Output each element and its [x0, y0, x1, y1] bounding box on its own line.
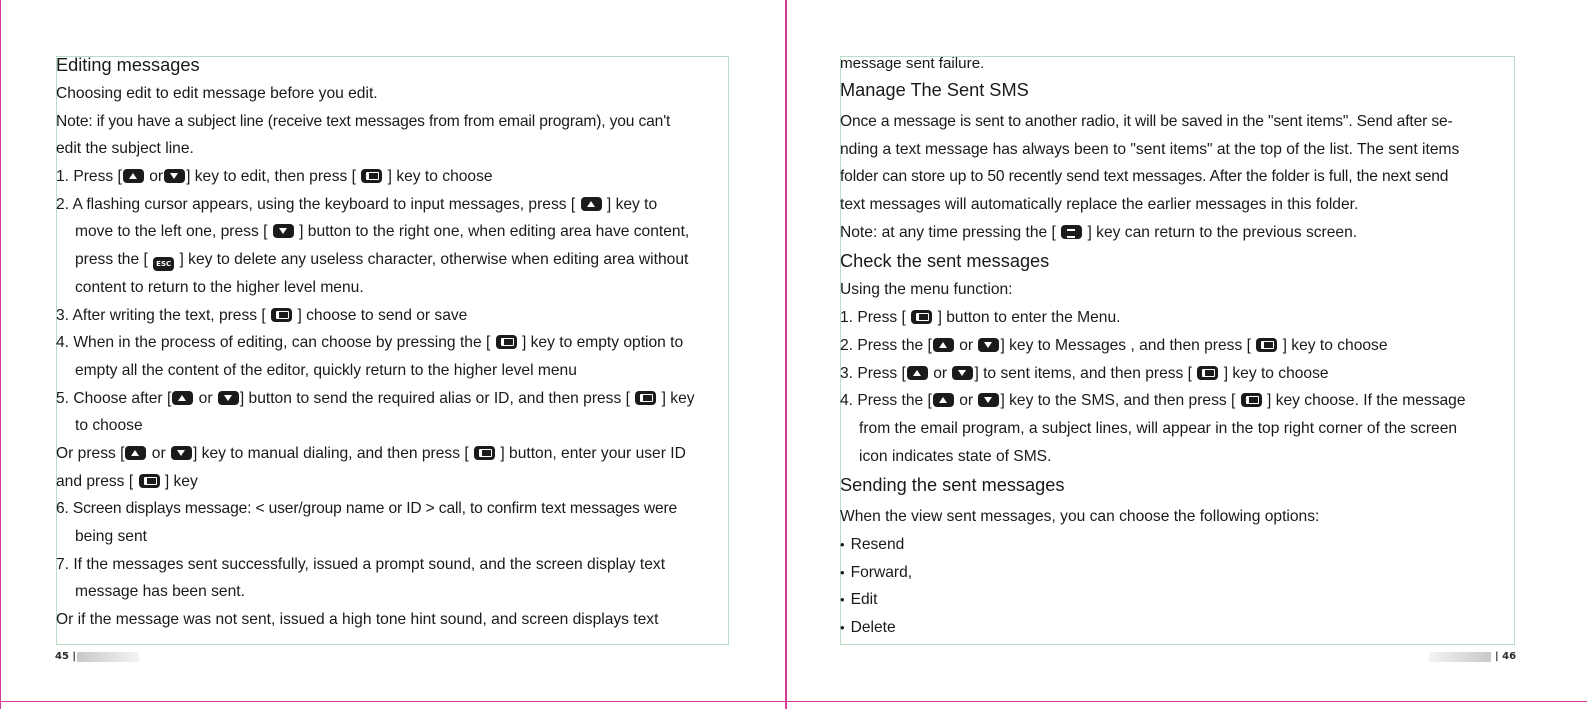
- up-arrow-key-icon: [172, 391, 193, 405]
- or-line-3: Or if the message was not sent, issued a high tone hint sound, and screen displays text: [56, 611, 659, 629]
- menu-ok-key-icon: [635, 391, 656, 405]
- section-title: Sending the sent messages: [840, 475, 1065, 496]
- down-arrow-key-icon: [164, 169, 185, 183]
- up-arrow-key-icon: [933, 338, 954, 352]
- step-4-line-2: empty all the content of the editor, quickly return to the higher level menu: [75, 361, 577, 379]
- or-line-2: and press [ ] key: [56, 472, 198, 490]
- down-arrow-key-icon: [273, 224, 294, 238]
- note-line: Note: at any time pressing the [ ] key can return to the previous screen.: [840, 223, 1358, 241]
- folio-bar-left: [77, 652, 139, 662]
- check-step-4-line-3: icon indicates state of SMS.: [859, 447, 1052, 465]
- up-arrow-key-icon: [125, 446, 146, 460]
- check-step-4-line-1: 4. Press the [ or ] key to the SMS, and then press [ ] key choose. If the message: [840, 392, 1466, 410]
- paragraph-line: Note: if you have a subject line (receive text messages from from email program), you can't: [56, 112, 671, 130]
- esc-key-icon: ESC: [153, 257, 174, 271]
- menu-ok-key-icon: [271, 308, 292, 322]
- page-45: [56, 50, 695, 634]
- menu-ok-key-icon: [911, 310, 932, 324]
- menu-ok-key-icon: [361, 169, 382, 183]
- step-6-line-2: being sent: [75, 528, 147, 545]
- paragraph-line: text messages will automatically replace the earlier messages in this folder.: [840, 196, 1359, 214]
- menu-ok-key-icon: [1241, 393, 1262, 407]
- step-5-line-1: 5. Choose after [ or ] button to send the required alias or ID, and then press [ ] key: [56, 389, 695, 407]
- trim-mark-bottom: [0, 701, 1587, 702]
- up-arrow-key-icon: [907, 366, 928, 380]
- option-item: • Delete: [840, 614, 1466, 642]
- paragraph-line: Choosing edit to edit message before you edit.: [56, 85, 378, 102]
- step-6-line-1: 6. Screen displays message: < user/group name or ID > call, to confirm text messages were: [56, 500, 678, 518]
- up-arrow-key-icon: [123, 169, 144, 183]
- step-2-line-1: 2. A flashing cursor appears, using the keyboard to input messages, press [ ] key to: [56, 195, 658, 213]
- step-7-line-2: message has been sent.: [75, 583, 245, 601]
- step-2-line-3: press the [ ESC ] key to delete any useless character, otherwise when editing area without: [56, 246, 695, 274]
- menu-ok-key-icon: [1197, 366, 1218, 380]
- option-item: • Edit: [840, 586, 1466, 614]
- section-title: Check the sent messages: [840, 251, 1050, 272]
- back-key-icon: [1061, 225, 1082, 239]
- paragraph-line: folder can store up to 50 recently send text messages. After the folder is full, the next send: [840, 168, 1449, 186]
- down-arrow-key-icon: [218, 391, 239, 405]
- option-item: • Forward,: [840, 559, 1466, 587]
- page-number-left: 45 |: [55, 651, 77, 662]
- down-arrow-key-icon: [978, 393, 999, 407]
- continued-line: message sent failure.: [840, 55, 985, 72]
- up-arrow-key-icon: [581, 197, 602, 211]
- check-step-3: 3. Press [ or ] to sent items, and then press [ ] key to choose: [840, 364, 1329, 382]
- step-2-line-2: move to the left one, press [ ] button to the right one, when editing area have content,: [75, 223, 690, 241]
- paragraph-line: Using the menu function:: [840, 281, 1013, 299]
- paragraph-line: nding a text message has always been to "sent items" at the top of the list. The sent items: [840, 140, 1460, 158]
- check-step-1: 1. Press [ ] button to enter the Menu.: [840, 309, 1121, 327]
- up-arrow-key-icon: [933, 393, 954, 407]
- down-arrow-key-icon: [171, 446, 192, 460]
- step-1: 1. Press [ or ] key to edit, then press [ ] key to choose: [56, 168, 493, 186]
- menu-ok-key-icon: [1256, 338, 1277, 352]
- page-number-right: | 46: [1495, 651, 1517, 662]
- check-step-4-line-2: from the email program, a subject lines, will appear in the top right corner of the screen: [859, 419, 1458, 437]
- page-46: [840, 50, 1466, 642]
- paragraph-line: When the view sent messages, you can choose the following options:: [840, 508, 1320, 526]
- paragraph-line: Once a message is sent to another radio, it will be saved in the "sent items". Send after se-: [840, 113, 1453, 130]
- menu-ok-key-icon: [139, 474, 160, 488]
- down-arrow-key-icon: [952, 366, 973, 380]
- step-5-line-2: to choose: [75, 417, 143, 435]
- trim-mark-gutter: [785, 0, 787, 709]
- menu-ok-key-icon: [496, 335, 517, 349]
- step-2-line-4: content to return to the higher level menu.: [75, 278, 364, 296]
- trim-mark-left: [0, 0, 1, 709]
- step-3: 3. After writing the text, press [ ] choose to send or save: [56, 306, 468, 324]
- option-item: • Resend: [840, 531, 1466, 559]
- folio-bar-right: [1429, 652, 1491, 662]
- step-4-line-1: 4. When in the process of editing, can choose by pressing the [ ] key to empty option to: [56, 334, 684, 352]
- section-title: Editing messages: [56, 55, 200, 75]
- menu-ok-key-icon: [474, 446, 495, 460]
- step-7-line-1: 7. If the messages sent successfully, issued a prompt sound, and the screen display text: [56, 555, 666, 573]
- or-line-1: Or press [ or ] key to manual dialing, and then press [ ] button, enter your user ID: [56, 444, 686, 462]
- check-step-2: 2. Press the [ or ] key to Messages , and then press [ ] key to choose: [840, 336, 1388, 354]
- section-title: Manage The Sent SMS: [840, 80, 1029, 100]
- down-arrow-key-icon: [978, 338, 999, 352]
- paragraph-line: edit the subject line.: [56, 140, 194, 158]
